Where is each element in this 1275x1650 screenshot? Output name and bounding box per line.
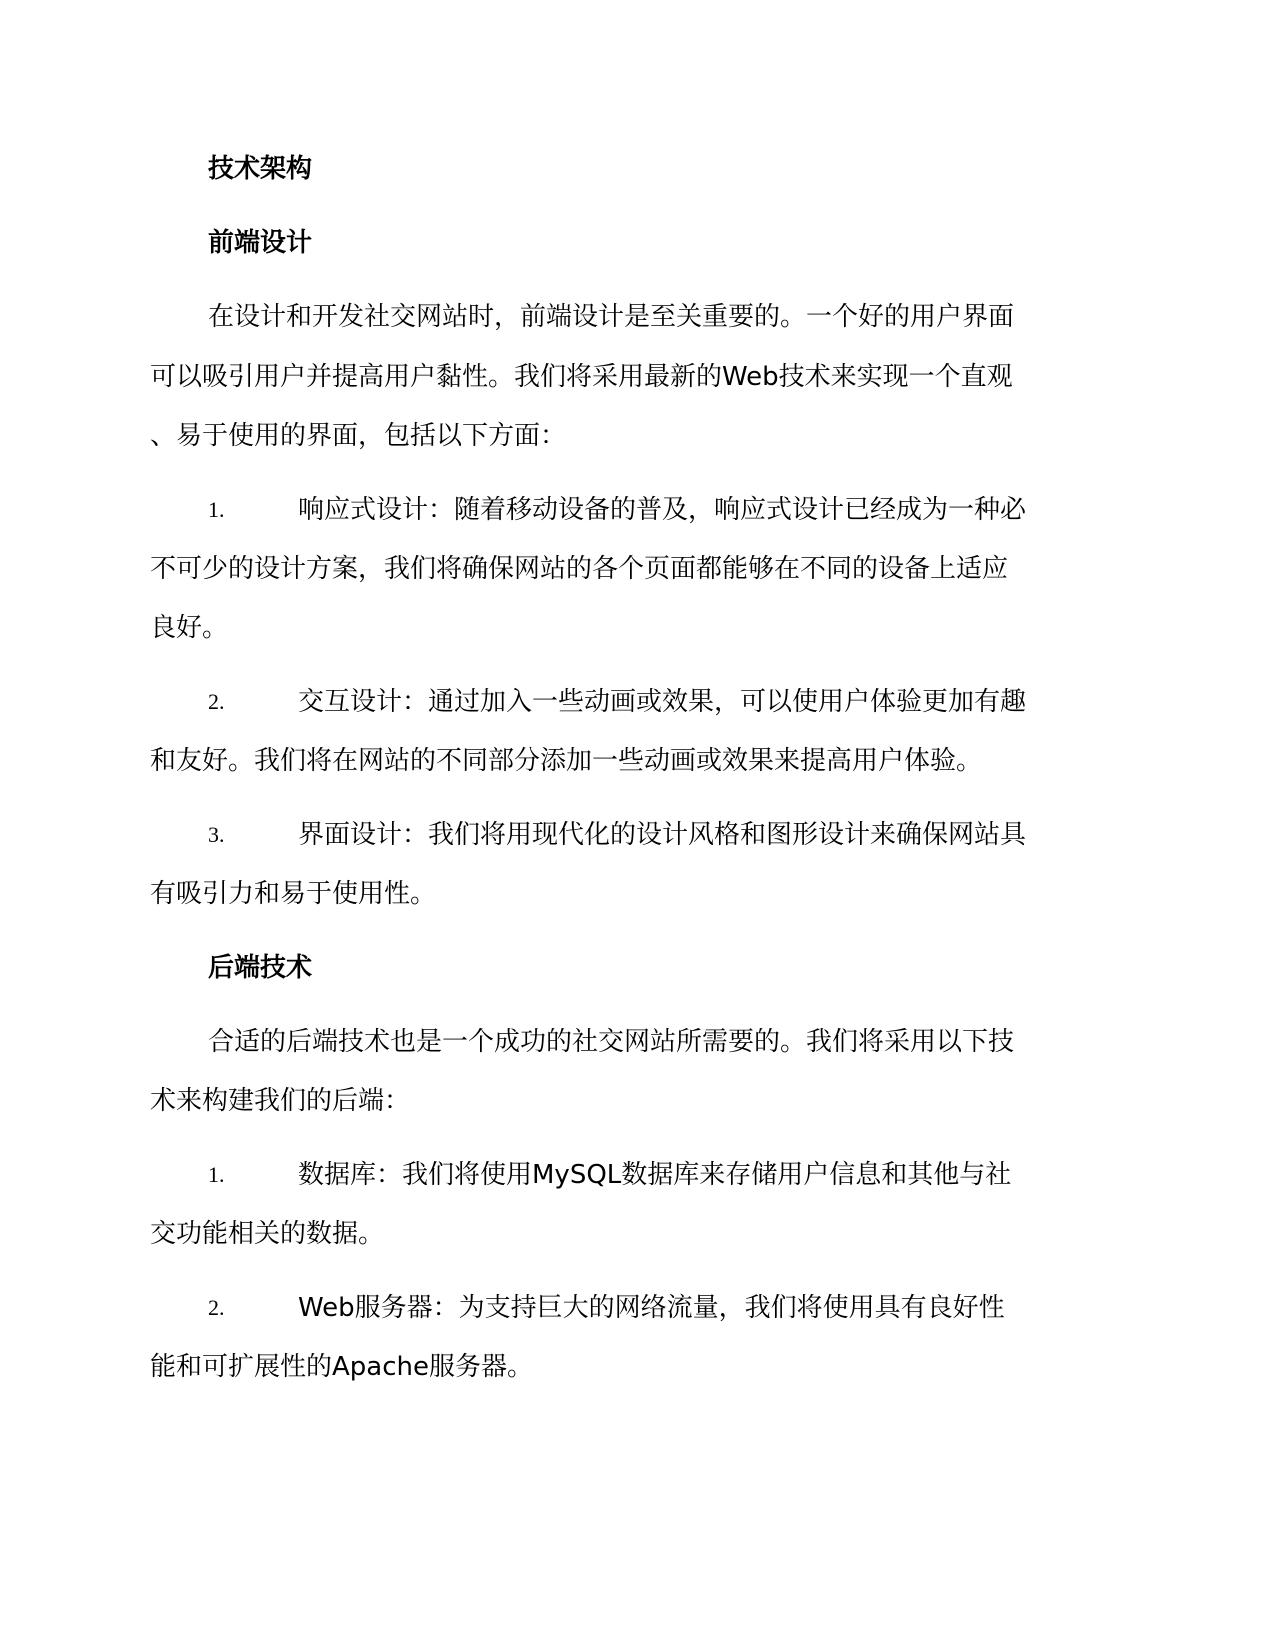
frontend-heading: 前端设计 — [208, 228, 313, 258]
list-marker: 2. — [208, 689, 225, 714]
list-marker: 1. — [208, 1162, 225, 1187]
backend-heading: 后端技术 — [208, 953, 313, 983]
list-marker: 2. — [208, 1295, 225, 1320]
paragraph-line: 在设计和开发社交网站时，前端设计是至关重要的。一个好的用户界面 — [208, 302, 1015, 332]
list-item-line: 能和可扩展性的Apache服务器。 — [150, 1352, 533, 1382]
list-item-line: 界面设计：我们将用现代化的设计风格和图形设计来确保网站具 — [298, 820, 1027, 850]
list-marker: 1. — [208, 497, 225, 522]
list-marker: 3. — [208, 822, 225, 847]
list-item-line: 有吸引力和易于使用性。 — [150, 879, 437, 909]
paragraph-line: 术来构建我们的后端： — [150, 1086, 411, 1116]
paragraph-line: 可以吸引用户并提高用户黏性。我们将采用最新的Web技术来实现一个直观 — [150, 362, 1013, 392]
list-item-line: 数据库：我们将使用MySQL数据库来存储用户信息和其他与社 — [298, 1160, 1012, 1190]
list-item-line: 良好。 — [150, 613, 229, 643]
list-item-line: Web服务器：为支持巨大的网络流量，我们将使用具有良好性 — [298, 1293, 1005, 1323]
paragraph-line: 合适的后端技术也是一个成功的社交网站所需要的。我们将采用以下技 — [208, 1027, 1015, 1057]
list-item-line: 和友好。我们将在网站的不同部分添加一些动画或效果来提高用户体验。 — [150, 746, 983, 776]
list-item-line: 不可少的设计方案，我们将确保网站的各个页面都能够在不同的设备上适应 — [150, 554, 1009, 584]
document-title: 技术架构 — [208, 154, 313, 184]
list-item-line: 响应式设计：随着移动设备的普及，响应式设计已经成为一种必 — [298, 495, 1027, 525]
paragraph-line: 、易于使用的界面，包括以下方面： — [150, 421, 567, 451]
list-item-line: 交功能相关的数据。 — [150, 1219, 385, 1249]
list-item-line: 交互设计：通过加入一些动画或效果，可以使用户体验更加有趣 — [298, 687, 1027, 717]
